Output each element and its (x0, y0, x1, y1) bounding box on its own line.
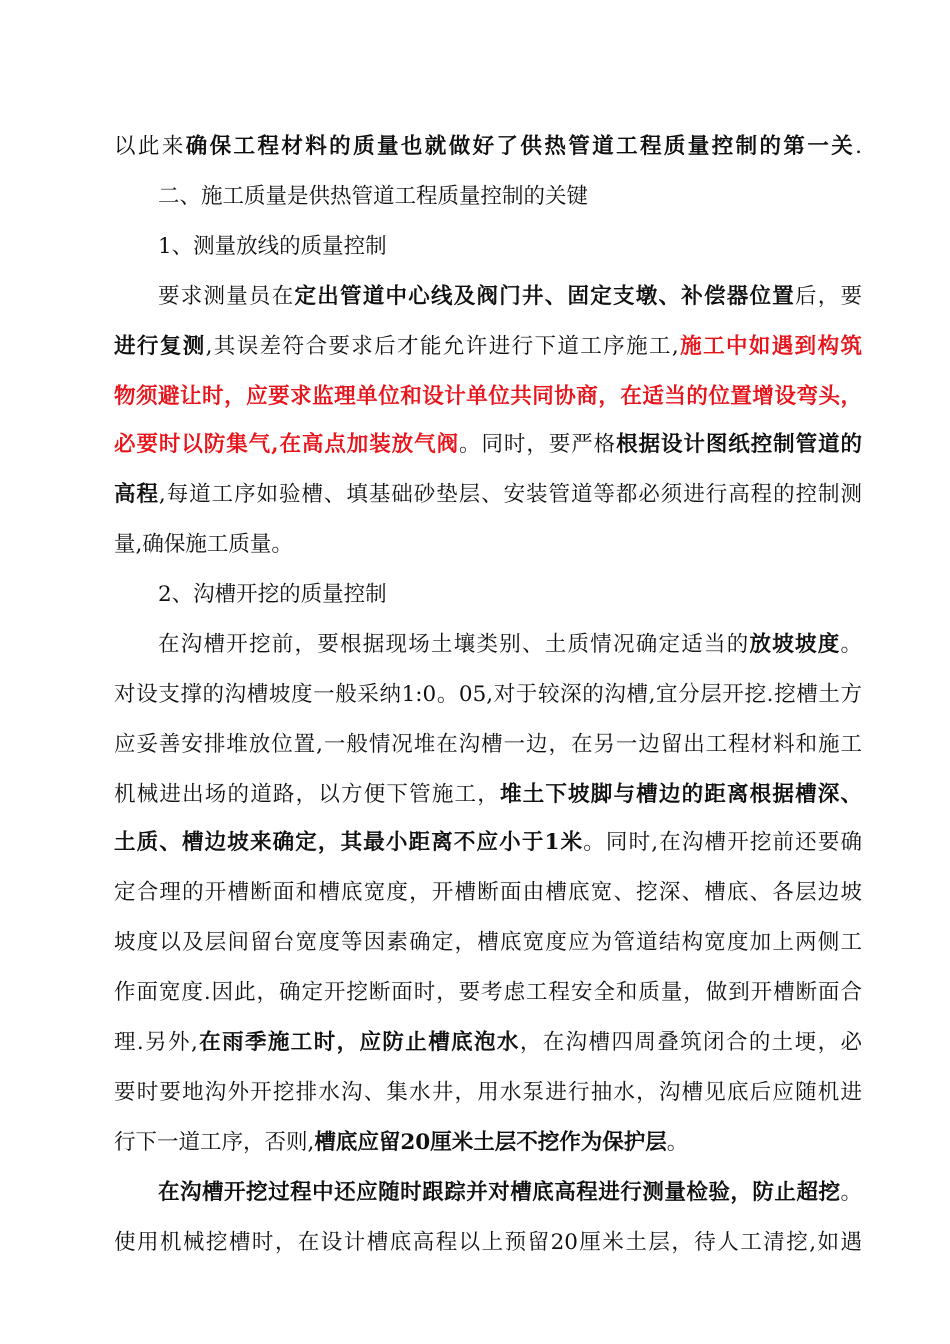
body-text: ，在沟槽四周叠筑闭合的土埂，必 (519, 1029, 862, 1055)
body-text: 理.另外, (114, 1029, 198, 1055)
body-text: 机械进出场的道路，以方便下管施工， (114, 781, 500, 807)
body-text: 以此来 (114, 133, 186, 159)
body-text: 2、沟槽开挖的质量控制 (158, 581, 387, 607)
body-text: 对设支撑的沟槽坡度一般采纳1:0。05,对于较深的沟槽,宜分层开挖.挖槽土方 (114, 681, 862, 707)
body-text: . (855, 133, 862, 159)
body-text: 坡度以及层间留台宽度等因素确定，槽底宽度应为管道结构宽度加上两侧工 (114, 929, 862, 955)
body-text: 要求测量员在 (158, 283, 295, 309)
emphasis-bold-text: 放坡坡度 (749, 631, 841, 657)
text-line (114, 1228, 862, 1258)
text-line (114, 430, 862, 460)
text-line (114, 1078, 862, 1108)
emphasis-bold-text: 根据设计图纸控制管道的 (616, 431, 862, 457)
text-line (114, 780, 862, 810)
body-text: 要时要地沟外开挖排水沟、集水井，用水泵进行抽水，沟槽见底后应随机进 (114, 1079, 862, 1105)
body-text: 。同时，要严格 (459, 431, 617, 457)
text-line (114, 1028, 862, 1058)
body-text: 。 (840, 631, 862, 657)
body-text: 使用机械挖槽时，在设计槽底高程以上预留20厘米土层，待人工清挖,如遇 (114, 1229, 862, 1255)
emphasis-bold-text: 确保工程材料的质量也就做好了供热管道工程质量控制的第一关 (185, 133, 856, 159)
emphasis-red-text: 必要时以防集气,在高点加装放气阀 (114, 431, 460, 457)
text-line (158, 1178, 862, 1208)
body-text: 定合理的开槽断面和槽底宽度，开槽断面由槽底宽、挖深、槽底、各层边坡 (114, 879, 862, 905)
text-line (114, 928, 862, 958)
body-text: 。 (840, 1179, 862, 1205)
subsection-heading (158, 580, 862, 610)
text-line (158, 282, 862, 312)
text-line (114, 530, 862, 560)
body-text: 行下一道工序，否则, (114, 1129, 315, 1155)
body-text: 量,确保施工质量。 (114, 531, 293, 557)
emphasis-bold-text: 进行复测 (114, 333, 206, 359)
body-text: ,其误差符合要求后才能允许进行下道工序施工, (205, 333, 679, 359)
text-line (114, 332, 862, 362)
body-text: 。 (666, 1129, 689, 1155)
emphasis-bold-text: 槽底应留20厘米土层不挖作为保护层 (314, 1129, 667, 1155)
text-line (114, 480, 862, 510)
text-line (114, 382, 862, 412)
emphasis-bold-text: 堆土下坡脚与槽边的距离根据槽深、 (499, 781, 862, 807)
body-text: 应妥善安排堆放位置,一般情况堆在沟槽一边，在另一边留出工程材料和施工 (114, 731, 862, 757)
text-line (114, 978, 862, 1008)
emphasis-red-text: 施工中如遇到构筑 (678, 333, 862, 359)
emphasis-bold-text: 土质、槽边坡来确定，其最小距离不应小于1米 (114, 829, 584, 855)
subsection-heading (158, 232, 862, 262)
text-line (114, 132, 862, 162)
text-line (158, 630, 862, 660)
body-text: 在沟槽开挖前，要根据现场土壤类别、土质情况确定适当的 (158, 631, 750, 657)
body-text: 后，要 (794, 283, 862, 309)
emphasis-bold-text: 在雨季施工时，应防止槽底泡水 (197, 1029, 520, 1055)
body-text: ,每道工序如验槽、填基础砂垫层、安装管道等都必须进行高程的控制测 (158, 481, 862, 507)
body-text: 作面宽度.因此，确定开挖断面时，要考虑工程安全和质量，做到开槽断面合 (114, 979, 862, 1005)
body-text: 。同时,在沟槽开挖前还要确 (583, 829, 862, 855)
emphasis-bold-text: 定出管道中心线及阀门井、固定支墩、补偿器位置 (294, 283, 795, 309)
section-heading (158, 182, 862, 212)
body-text: 二、施工质量是供热管道工程质量控制的关键 (158, 183, 589, 209)
text-line (114, 730, 862, 760)
text-line (114, 828, 862, 858)
emphasis-red-text: 物须避让时，应要求监理单位和设计单位共同协商，在适当的位置增设弯头， (114, 383, 862, 409)
emphasis-bold-text: 在沟槽开挖过程中还应随时跟踪并对槽底高程进行测量检验，防止超挖 (158, 1179, 841, 1205)
text-line (114, 1128, 862, 1158)
body-text: 1、测量放线的质量控制 (158, 233, 387, 259)
text-line (114, 680, 862, 710)
text-line (114, 878, 862, 908)
emphasis-bold-text: 高程 (114, 481, 159, 507)
